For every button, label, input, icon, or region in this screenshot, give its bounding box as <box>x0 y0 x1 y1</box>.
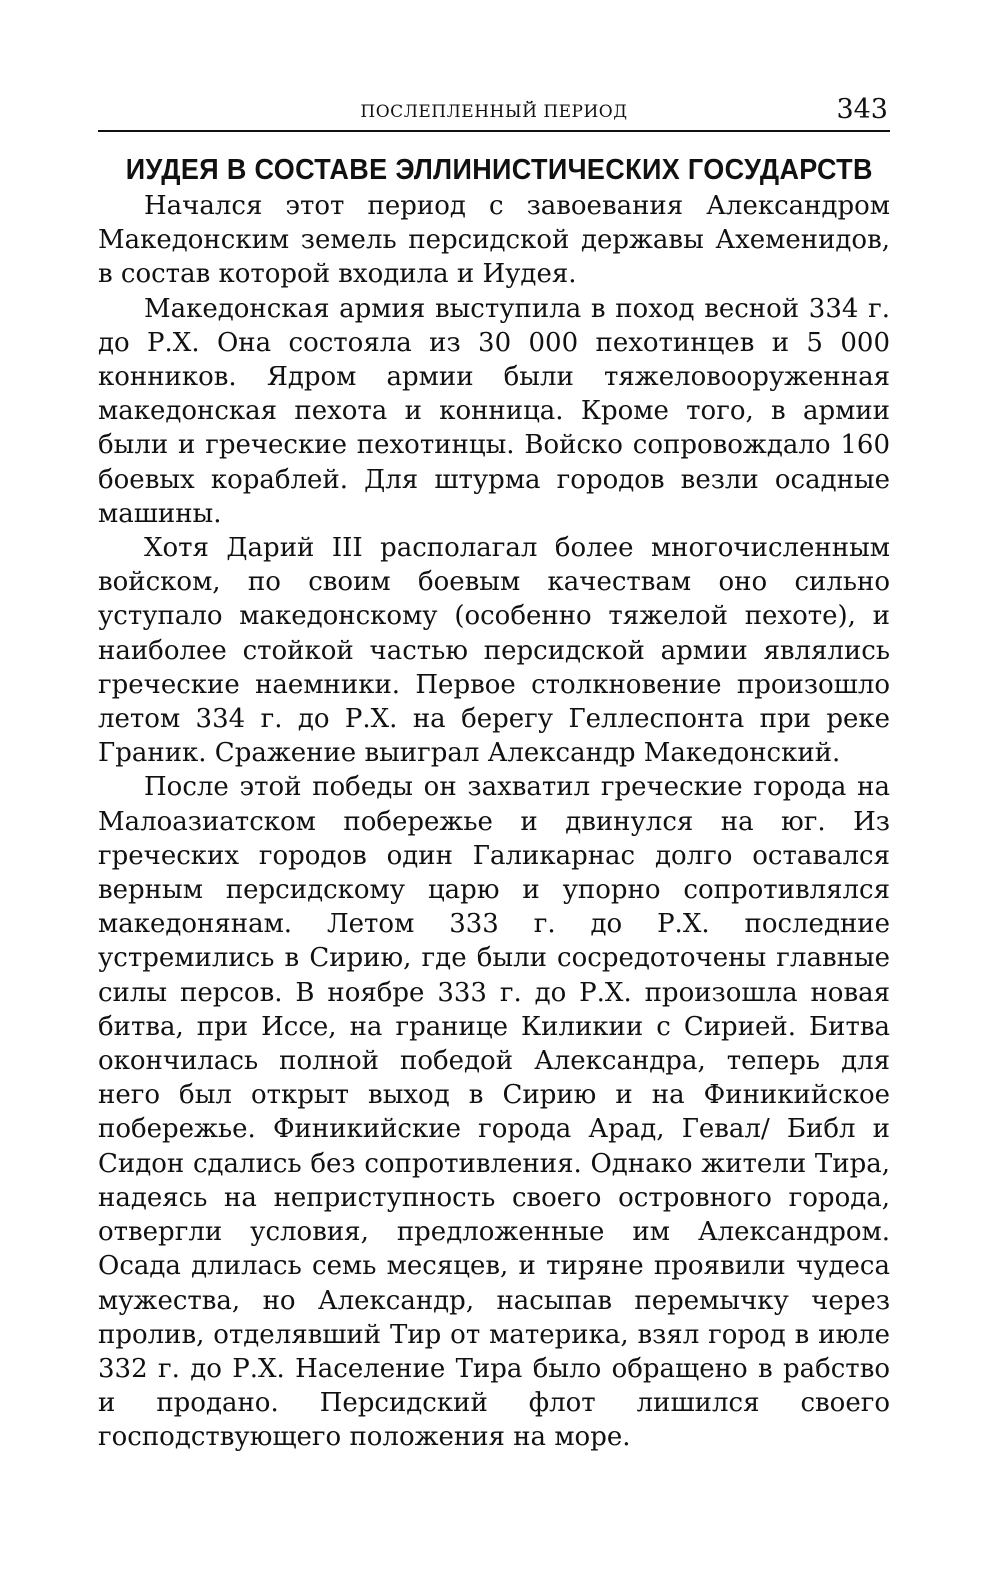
running-header <box>98 92 890 132</box>
paragraph: Начался этот период с завоевания Александром Македонским земель персидской державы Ахеменидов, в состав которой входила и Иудея. <box>98 191 890 290</box>
paragraph: После этой победы он захватил греческие города на Малоазиатском побережье и двинулся на юг. Из греческих городов один Галикарнас долго оставался верным персидскому царю и упорно сопротивлялся македонянам. Летом 333 г. до Р.Х. последние устремились в Сирию, где были сосредоточены главные силы персов. В ноябре 333 г. до Р.Х. произошла новая битва, при Иссе, на границе Киликии с Сирией. Битва окончилась полной победой Александра, теперь для него был открыт выход в Сирию и на Финикийское побережье. Финикийские города Арад, Гевал/ Библ и Сидон сдались без сопротивления. Однако жители Тира, надеясь на неприступность своего островного города, отвергли условия, предложенные им Александром. Осада длилась семь месяцев, и тиряне проявили чудеса мужества, но Александр, насыпав перемычку через пролив, отделявший Тир от материка, взял город в июле 332 г. до Р.Х. Население Тира было обращено в рабство и продано. Персидский флот лишился своего господствующего положения на море. <box>98 772 890 1453</box>
body-text <box>98 189 890 1455</box>
paragraph: Хотя Дарий III располагал более многочисленным войском, по своим боевым качествам оно сильно уступало македонскому (особенно тяжелой пехоте), и наиболее стойкой частью персидской армии являлись греческие наемники. Первое столкновение произошло летом 334 г. до Р.Х. на берегу Геллеспонта при реке Граник. Сражение выиграл Александр Македонский. <box>98 533 890 769</box>
paragraph: Македонская армия выступила в поход весной 334 г. до Р.Х. Она состояла из 30 000 пехотинцев и 5 000 конников. Ядром армии были тяжеловооруженная македонская пехота и конница. Кроме того, в армии были и греческие пехотинцы. Войско сопровождало 160 боевых кораблей. Для штурма городов везли осадные машины. <box>98 293 890 529</box>
book-page <box>98 92 890 1455</box>
running-title: ПОСЛЕПЛЕННЫЙ ПЕРИОД <box>360 102 628 122</box>
section-title: ИУДЕЯ В СОСТАВЕ ЭЛЛИНИСТИЧЕСКИХ ГОСУДАРСТВ <box>125 154 873 186</box>
page-number: 343 <box>836 94 888 125</box>
